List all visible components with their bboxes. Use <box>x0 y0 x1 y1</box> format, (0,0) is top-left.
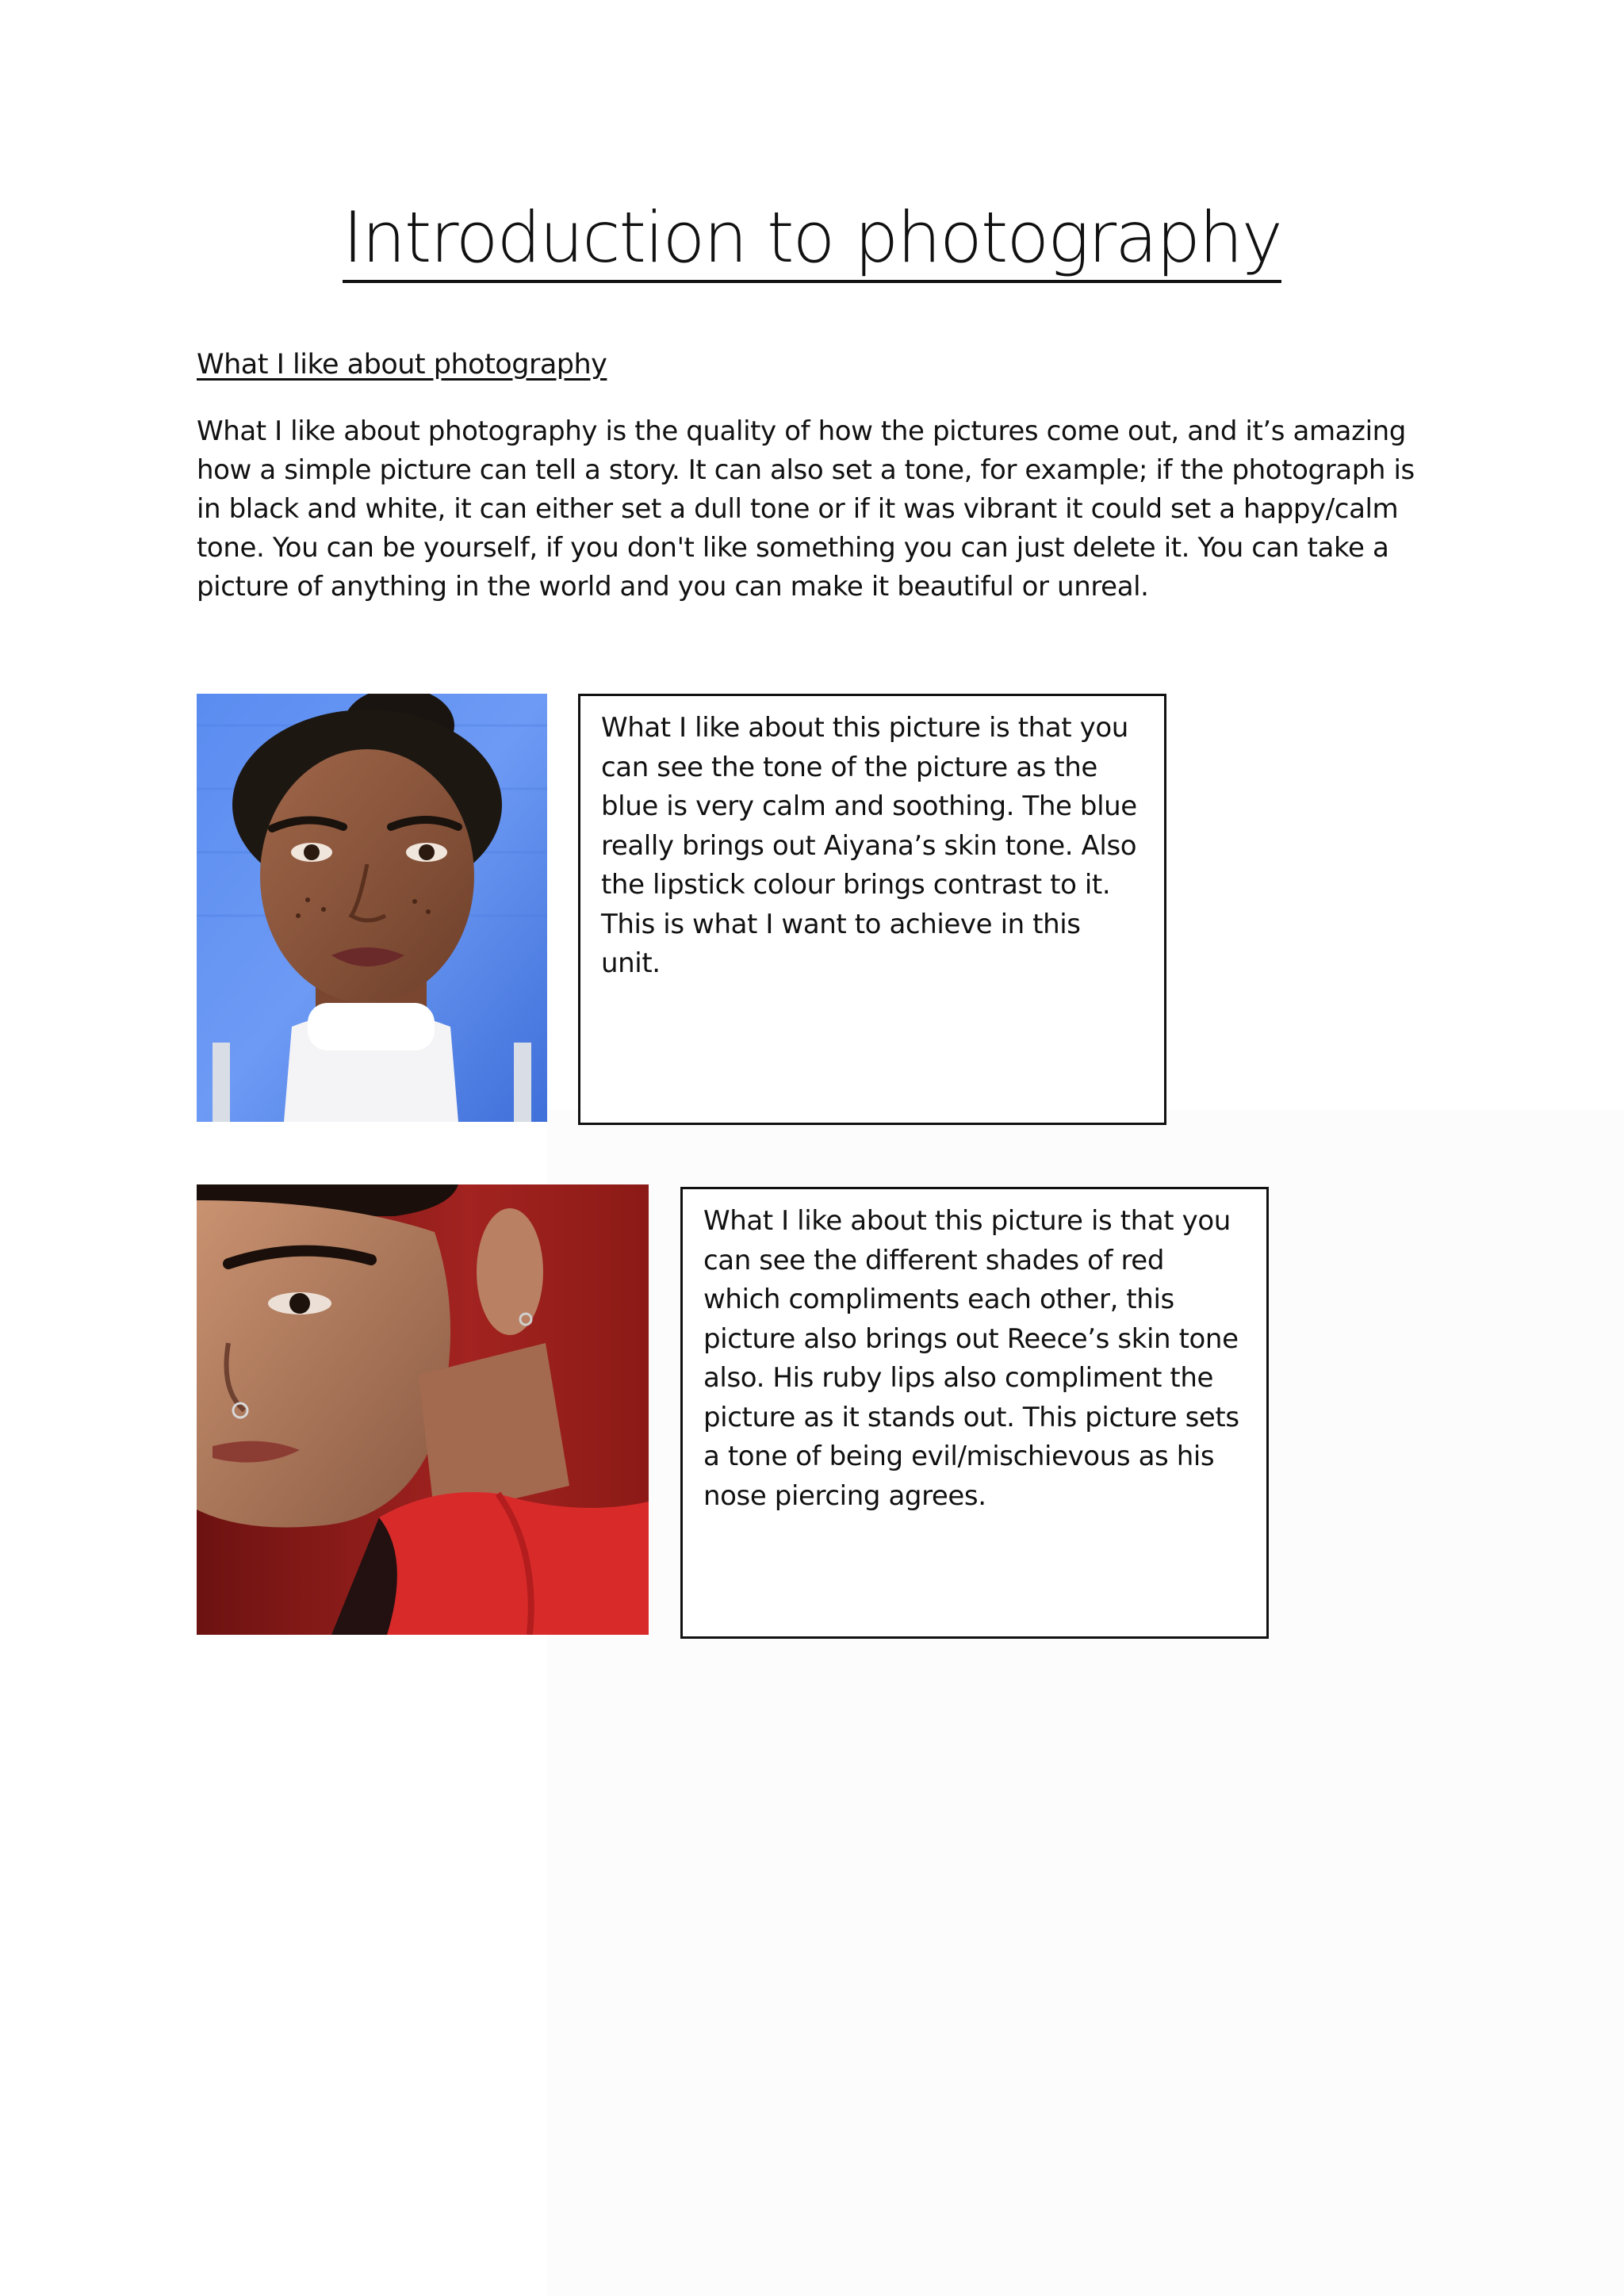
page-title-text: Introduction to photography <box>343 197 1281 283</box>
portrait-photo-blue <box>197 694 547 1122</box>
section-heading: What I like about photography <box>197 349 607 381</box>
page-title <box>0 197 1624 278</box>
intro-paragraph: What I like about photography is the quality of how the pictures come out, and it’s amazing how a simple picture can tell a story. It can also set a tone, for example; if the photograph is in black and white, it can either set a dull tone or if it was vibrant it could set a happy/calm tone. You can be yourself, if you don't like something you can just delete it. You can take a picture of anything in the world and you can make it beautiful or unreal. <box>197 415 1415 603</box>
portrait-blue-illustration <box>197 694 547 1122</box>
portrait-red-illustration <box>197 1184 649 1635</box>
portrait-photo-red <box>197 1184 649 1635</box>
caption-box-1: What I like about this picture is that you can see the tone of the picture as the blue is very calm and soothing. The blue really brings out Aiyana’s skin tone. Also the lipstick colour brings contrast to it. This is what I want to achieve in this unit. <box>578 694 1166 1125</box>
caption-box-2: What I like about this picture is that you can see the different shades of red which compliments each other, this picture also brings out Reece’s skin tone also. His ruby lips also compliment the picture as it stands out. This picture sets a tone of being evil/mischievous as his nose piercing agrees. <box>680 1187 1269 1639</box>
